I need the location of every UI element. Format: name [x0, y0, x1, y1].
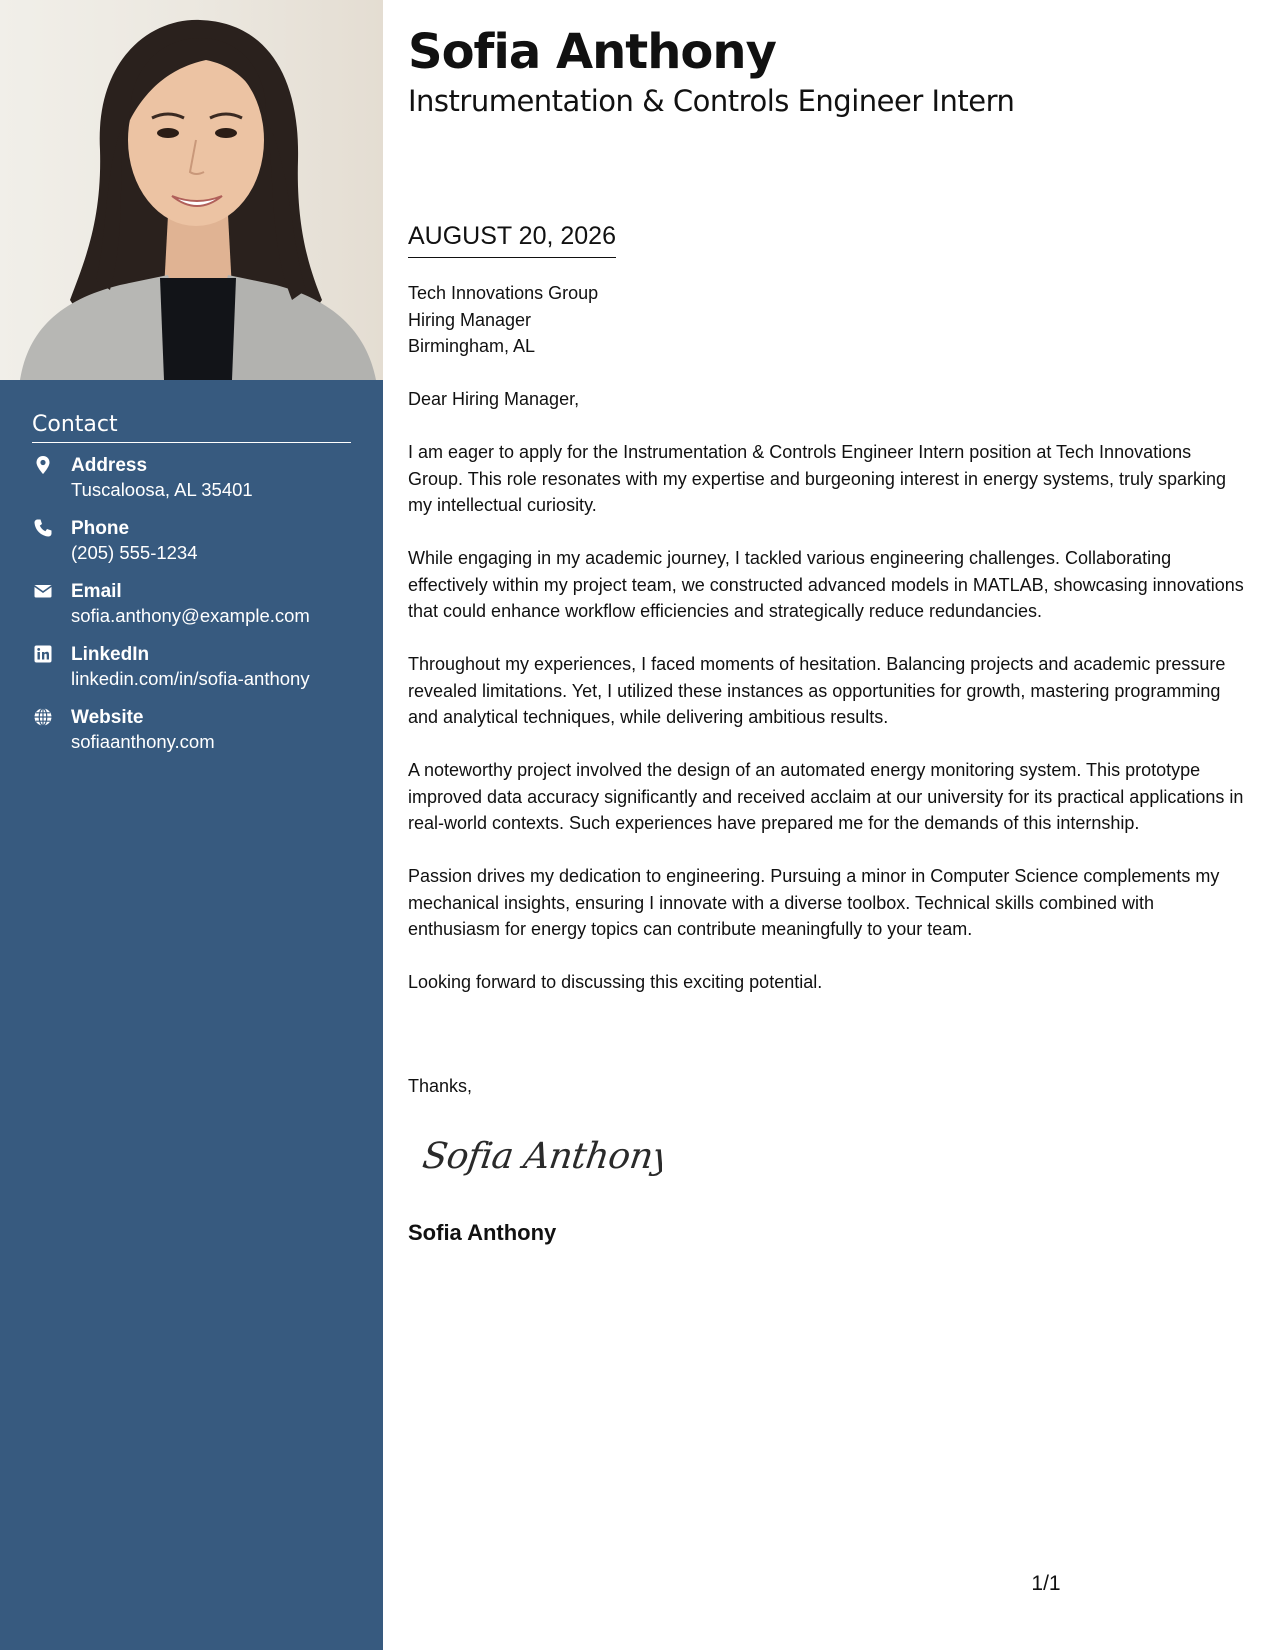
contact-item-linkedin: [32, 642, 351, 705]
address-value: Tuscaloosa, AL 35401: [71, 479, 253, 500]
sidebar: [0, 0, 383, 1650]
contact-heading: Contact: [32, 410, 351, 443]
website-value[interactable]: sofiaanthony.com: [71, 731, 215, 752]
contact-section: [32, 410, 351, 768]
contact-item-address: [32, 453, 351, 516]
paragraph-5: Passion drives my dedication to engineering. Pursuing a minor in Computer Science complements my mechanical insights, ensuring I innovate with a diverse toolbox. Technical skills combined with enthusiasm for energy topics can contribute meaningfully to your team.: [408, 866, 1220, 939]
phone-value[interactable]: (205) 555-1234: [71, 542, 198, 563]
envelope-icon: [33, 581, 53, 601]
location-pin-icon: [33, 455, 53, 475]
paragraph-3: Throughout my experiences, I faced moments of hesitation. Balancing projects and academic pressure revealed limitations. Yet, I utilized these instances as opportunities for growth, mastering programming and analytical techniques, while delivering ambitious results.: [408, 654, 1226, 727]
applicant-name: Sofia Anthony: [408, 24, 776, 80]
recipient-title: Hiring Manager: [408, 309, 532, 330]
recipient-company: Tech Innovations Group: [408, 283, 599, 303]
paragraph-6: Looking forward to discussing this exciting potential.: [408, 972, 823, 992]
address-label: Address: [71, 455, 148, 476]
contact-item-phone: [32, 516, 351, 579]
linkedin-value[interactable]: linkedin.com/in/sofia-anthony: [71, 668, 310, 689]
website-label: Website: [71, 707, 144, 728]
handwritten-signature: [422, 1120, 662, 1195]
email-label: Email: [71, 581, 122, 602]
paragraph-2: While engaging in my academic journey, I tackled various engineering challenges. Collaborating effectively within my project team, we constructed advanced models in MATLAB, showcasing innovations that could enhance workflow efficiencies and strategically reduce redundancies.: [408, 548, 1244, 621]
profile-photo: [0, 0, 383, 380]
job-title: Instrumentation & Controls Engineer Intern: [408, 84, 1015, 118]
paragraph-4: A noteworthy project involved the design of an automated energy monitoring system. This prototype improved data accuracy significantly and received acclaim at our university for its practical applications in real-world contexts. Such experiences have prepared me for the demands of this internship.: [408, 760, 1244, 833]
phone-label: Phone: [71, 518, 130, 539]
paragraph-1: I am eager to apply for the Instrumentation & Controls Engineer Intern position at Tech Innovations Group. This role resonates with my expertise and burgeoning interest in energy systems, truly sparking my intellectual curiosity.: [408, 442, 1227, 515]
page-number: 1/1: [1031, 1572, 1061, 1595]
recipient-location: Birmingham, AL: [408, 336, 536, 356]
closing: Thanks,: [408, 1076, 473, 1096]
phone-icon: [33, 518, 53, 538]
signer-name: Sofia Anthony: [408, 1220, 557, 1245]
globe-icon: [33, 707, 53, 727]
salutation: Dear Hiring Manager,: [408, 389, 580, 409]
contact-item-email: [32, 579, 351, 642]
letter-body: [408, 280, 1248, 1022]
letter-date: AUGUST 20, 2026: [408, 220, 616, 258]
email-value[interactable]: sofia.anthony@example.com: [71, 605, 310, 626]
contact-item-website: [32, 705, 351, 768]
recipient-block: [408, 280, 1248, 360]
linkedin-icon: [33, 644, 53, 664]
linkedin-label: LinkedIn: [71, 644, 150, 665]
svg-text:Sofia Anthony: Sofia Anthony: [422, 1134, 662, 1177]
